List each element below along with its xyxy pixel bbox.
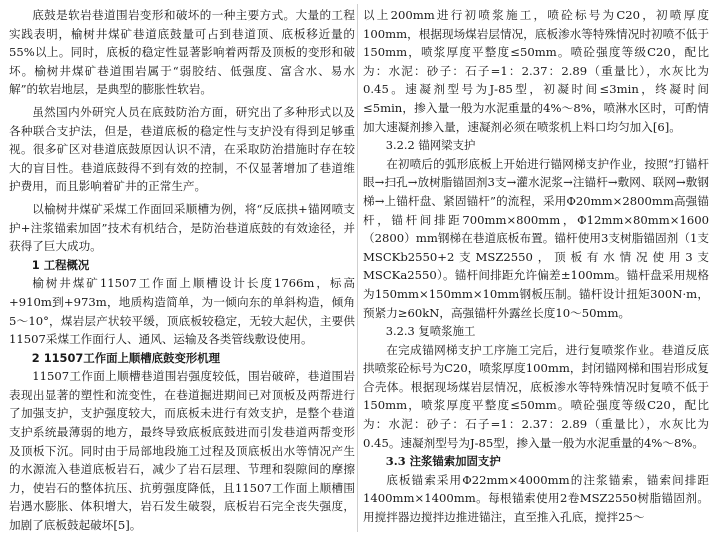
paragraph-research-status: 虽然国内外研究人员在底鼓防治方面，研究出了多种形式以及各种联合支护法，但是，巷道底板的稳定性与支护没有得到足够重视。很多矿区对巷道底鼓原因认识不清，在采取防治措施时存在较大的盲目性。巷道底鼓得不到有效的控制，不仅显著增加了巷道维护费用，而且影响着矿井的正常生产。: [9, 104, 355, 194]
section-heading-deformation-mechanism: 2 11507工作面上顺槽底鼓变形机理: [31, 350, 221, 365]
paragraph-bolt-mesh-ladder: 在初喷后的弧形底板上开始进行锚网梯支护作业，按照“打锚杆眼→扫孔→放树脂锚固剂3支→灌水泥浆→注锚杆→敷网、联网→敷钢梯→上锚杆盘、紧固锚杆”的流程，采用Φ20mm×2800mm高强锚杆，锚杆间排距700mm×800mm，Φ12mm×80mm×1600（2800）mm钢梯在巷道底板布置。锚杆使用3支树脂锚固剂（1支MSCKb2550+2支MSZ2550，顶板有水情况使用3支MSCKa2550）。锚杆间排距允许偏差±100mm。锚杆盘采用规格为150mm×150mm×10mm钢板压制。锚杆设计扭矩300N·m，预紧力≥60kN，高强锚杆外露丝长度10～50mm。: [363, 156, 709, 320]
paragraph-re-spraying: 在完成锚网梯支护工序施工完后，进行复喷浆作业。巷道反底拱喷浆砼标号为C20，喷浆厚度100mm，封闭锚网梯和围岩形成复合壳体。根据现场煤岩层情况，底板渗水等特殊情况时复喷不低于150mm，喷浆厚度平整度≤50mm。喷砼强度等级C20，配比为：水泥：砂子：石子=1：2.37：2.89（重量比），水灰比为0.45。速凝剂型号为J-85型，掺入量一般为水泥重量的4%～8%。: [363, 342, 709, 450]
paragraph-project-overview: 榆树井煤矿11507工作面上顺槽设计长度1766m，标高+910m到+973m，地质构造简单，为一倾向东的单斜构造，倾角5～10°，煤岩层产状较平缓，顶底板较稳定，无较大起伏，主要供11507采煤工作面行人、通风、运输及各类管线敷设使用。: [9, 276, 355, 347]
paragraph-case-intro: 以榆树井煤矿采煤工作面回采顺槽为例，将“反底拱+锚网喷支护+注浆锚索加固”技术有机结合，是防治巷道底鼓的有效途径，并获得了巨大成功。: [9, 201, 355, 254]
section-heading-project-overview: 1 工程概况: [31, 257, 90, 272]
subsection-heading-bolt-mesh-ladder: 3.2.2 锚网梁支护: [385, 138, 476, 153]
subsection-heading-grouting-anchor: 3.3 注浆锚索加固支护: [385, 454, 501, 469]
left-column: [9, 6, 355, 535]
paragraph-deformation-mechanism: 11507工作面上顺槽巷道围岩强度较低，围岩破碎，巷道围岩表现出显著的塑性和流变性，在巷道掘进期间已对顶板及两帮进行了加强支护，支护强度较大，而底板未进行有效支护，是整个巷道支护系统最薄弱的地方，最终导致底板底鼓进而引发巷道两帮变形及顶板下沉。同时由于局部地段施工过程及顶底板出水等情况产生的水源流入巷道底板岩石，减少了岩石层理、节理和裂隙间的摩擦力，使岩石的整体抗压、抗剪强度降低，且11507工作面上顺槽围岩遇水膨胀、体积增大，岩石发生破裂，底板岩石完全丧失强度，加剧了底板鼓起破坏[5]。: [9, 369, 355, 533]
column-divider: [357, 4, 358, 532]
paragraph-initial-spraying: 以上200mm进行初喷浆施工，喷砼标号为C20，初喷厚度100mm，根据现场煤岩层情况，底板渗水等特殊情况时初喷不低于150mm，喷浆厚度平整度≤50mm。喷砼强度等级C20，配比为：水泥：砂子：石子=1：2.37：2.89（重量比），水灰比为0.45。速凝剂型号为J-85型，初凝时间≤3min，终凝时间≤5min，掺入量一般为水泥重量的4%～8%，喷淋水区时，可酌情加大速凝剂掺入量，速凝剂必须在喷浆机上料口均匀加入[6]。: [363, 8, 709, 134]
subsection-heading-re-spraying: 3.2.3 复喷浆施工: [385, 324, 476, 339]
paragraph-floor-heave-intro: 底鼓是软岩巷道围岩变形和破坏的一种主要方式。大量的工程实践表明，榆树井煤矿巷道底鼓量可占到巷道顶、底板移近量的55%以上。同时，底板的稳定性显著影响着两帮及顶板的变形和破坏。榆树井煤矿巷道围岩属于“弱胶结、低强度、富含水、易水解”的软岩地层，是典型的膨胀性软岩。: [9, 8, 355, 97]
paragraph-grouting-anchor: 底板锚索采用Φ22mm×4000mm的注浆锚索，锚索间排距1400mm×1400mm。每根锚索使用2卷MSZ2550树脂锚固剂。用搅拌器边搅拌边推进锚注，直至推入孔底，搅拌25～: [363, 472, 709, 525]
right-column: [363, 6, 709, 527]
